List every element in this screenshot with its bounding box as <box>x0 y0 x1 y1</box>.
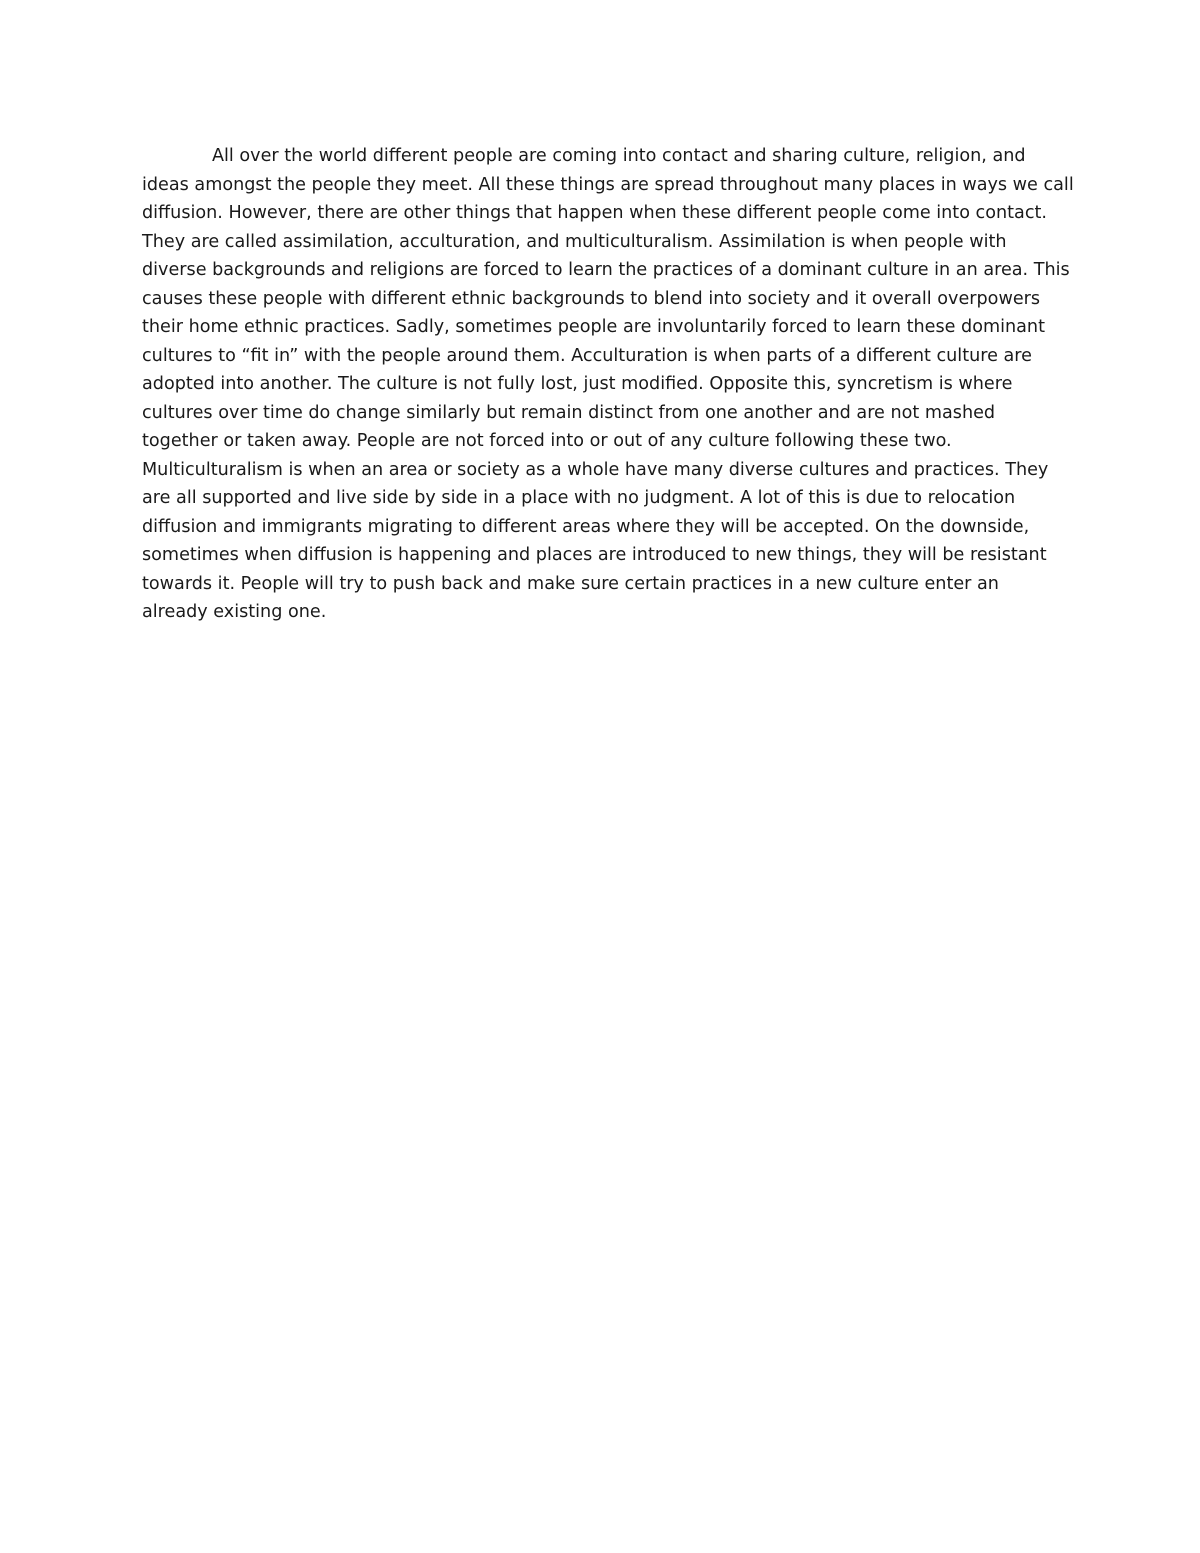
paragraph-line: causes these people with different ethnic backgrounds to blend into society and it overall overpowers <box>142 288 1041 309</box>
paragraph-line: They are called assimilation, acculturation, and multiculturalism. Assimilation is when people with <box>142 231 1007 252</box>
paragraph-line: towards it. People will try to push back and make sure certain practices in a new culture enter an <box>142 573 999 594</box>
paragraph-line: together or taken away. People are not forced into or out of any culture following these two. <box>142 431 952 451</box>
paragraph-line: cultures over time do change similarly but remain distinct from one another and are not mashed <box>142 402 996 423</box>
paragraph-line: already existing one. <box>142 602 327 622</box>
paragraph-line: cultures to “fit in” with the people around them. Acculturation is when parts of a different culture are <box>142 345 1032 366</box>
paragraph-line: Multiculturalism is when an area or society as a whole have many diverse cultures and practices. They <box>142 459 1049 480</box>
paragraph-line: diffusion. However, there are other things that happen when these different people come into contact. <box>142 203 1047 223</box>
body-paragraph <box>142 142 1074 627</box>
paragraph-line: ideas amongst the people they meet. All these things are spread throughout many places in ways we call <box>142 174 1074 195</box>
paragraph-line: their home ethnic practices. Sadly, sometimes people are involuntarily forced to learn these dominant <box>142 317 1045 337</box>
paragraph-line: diverse backgrounds and religions are forced to learn the practices of a dominant culture in an area. This <box>142 260 1070 280</box>
paragraph-line: are all supported and live side by side in a place with no judgment. A lot of this is due to relocation <box>142 488 1016 508</box>
paragraph-line: sometimes when diffusion is happening and places are introduced to new things, they will be resistant <box>142 545 1047 565</box>
paragraph-line: diffusion and immigrants migrating to different areas where they will be accepted. On the downside, <box>142 516 1030 537</box>
paragraph-line: adopted into another. The culture is not fully lost, just modified. Opposite this, syncretism is where <box>142 374 1013 394</box>
paragraph-line: All over the world different people are coming into contact and sharing culture, religion, and <box>212 146 1026 166</box>
